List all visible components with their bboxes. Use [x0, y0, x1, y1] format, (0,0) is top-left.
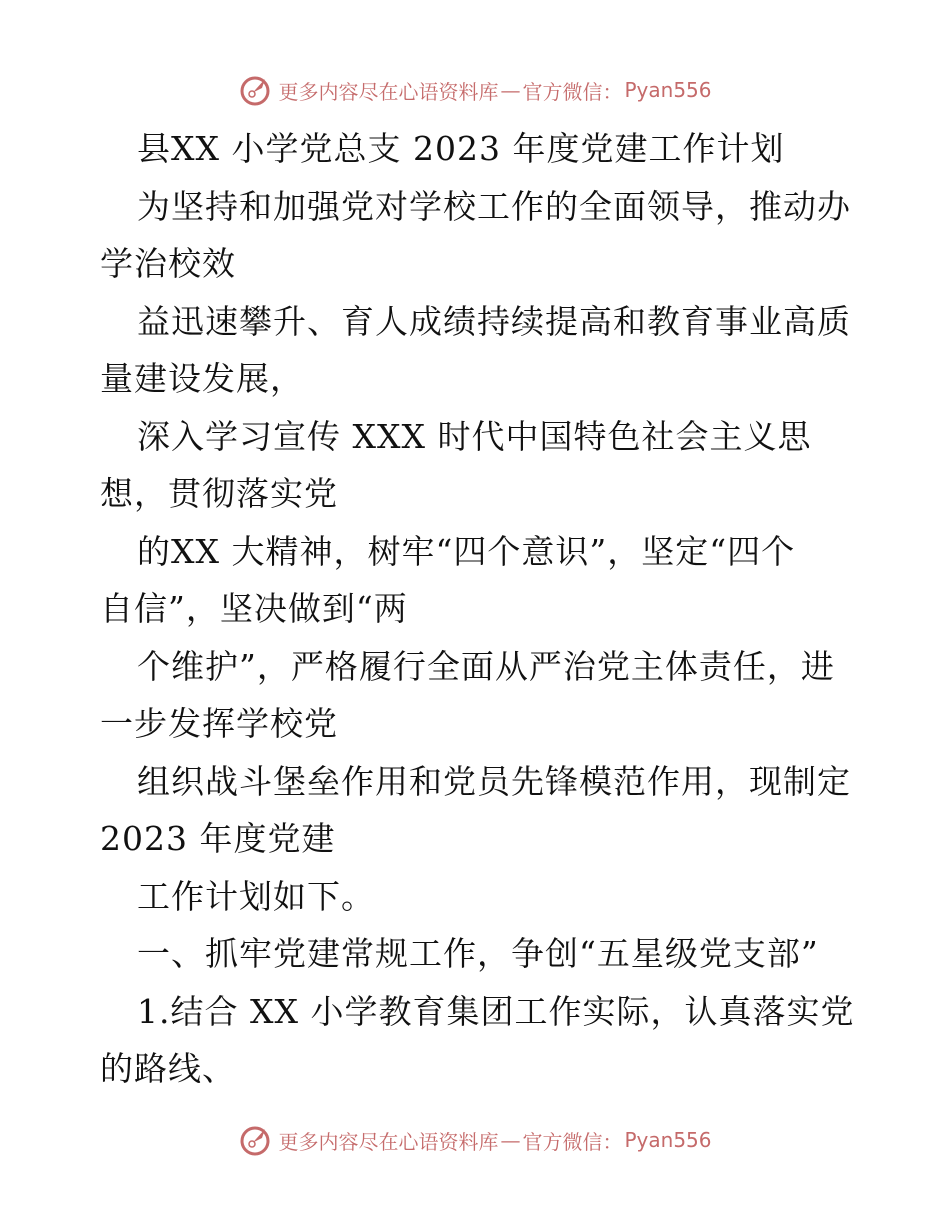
watermark-text: 更多内容尽在心语资料库	[278, 79, 499, 104]
watermark-separator: —	[500, 1128, 521, 1152]
watermark-banner-bottom	[0, 1120, 950, 1160]
watermark-contact-label: 官方微信：	[522, 1129, 623, 1154]
document-line: 益迅速攀升、育人成绩持续提高和教育事业高质	[137, 301, 851, 341]
document-line: 为坚持和加强党对学校工作的全面领导，推动办	[137, 186, 851, 226]
watermark-contact-id: Pyan556	[624, 1128, 712, 1152]
quill-circle-logo-icon	[238, 73, 272, 107]
document-line: 县XX 小学党总支 2023 年度党建工作计划	[137, 129, 785, 168]
document-line: 的路线、	[100, 1049, 236, 1088]
watermark-text: 更多内容尽在心语资料库	[278, 1129, 499, 1154]
document-line: 学治校效	[100, 244, 236, 283]
document-line: 工作计划如下。	[137, 876, 375, 916]
document-line: 一步发挥学校党	[100, 704, 338, 743]
quill-circle-logo-icon	[238, 1123, 272, 1157]
document-line: 的XX 大精神，树牢“四个意识”，坚定“四个	[137, 531, 796, 571]
document-line: 个维护”，严格履行全面从严治党主体责任，进	[137, 646, 835, 686]
document-line: 一、抓牢党建常规工作，争创“五星级党支部”	[137, 934, 819, 973]
document-line: 深入学习宣传 XXX 时代中国特色社会主义思	[137, 416, 812, 456]
document-body	[100, 120, 860, 1098]
watermark-contact-label: 官方微信：	[522, 79, 623, 104]
document-line: 组织战斗堡垒作用和党员先锋模范作用，现制定	[137, 761, 851, 801]
document-line: 自信”，坚决做到“两	[100, 589, 408, 628]
document-line: 2023 年度党建	[100, 819, 336, 858]
watermark-separator: —	[500, 78, 521, 102]
watermark-banner-top	[0, 70, 950, 110]
watermark-contact-id: Pyan556	[624, 78, 712, 102]
document-line: 量建设发展，	[100, 359, 304, 398]
document-line: 1.结合 XX 小学教育集团工作实际，认真落实党	[137, 991, 855, 1031]
document-line: 想，贯彻落实党	[100, 474, 338, 513]
